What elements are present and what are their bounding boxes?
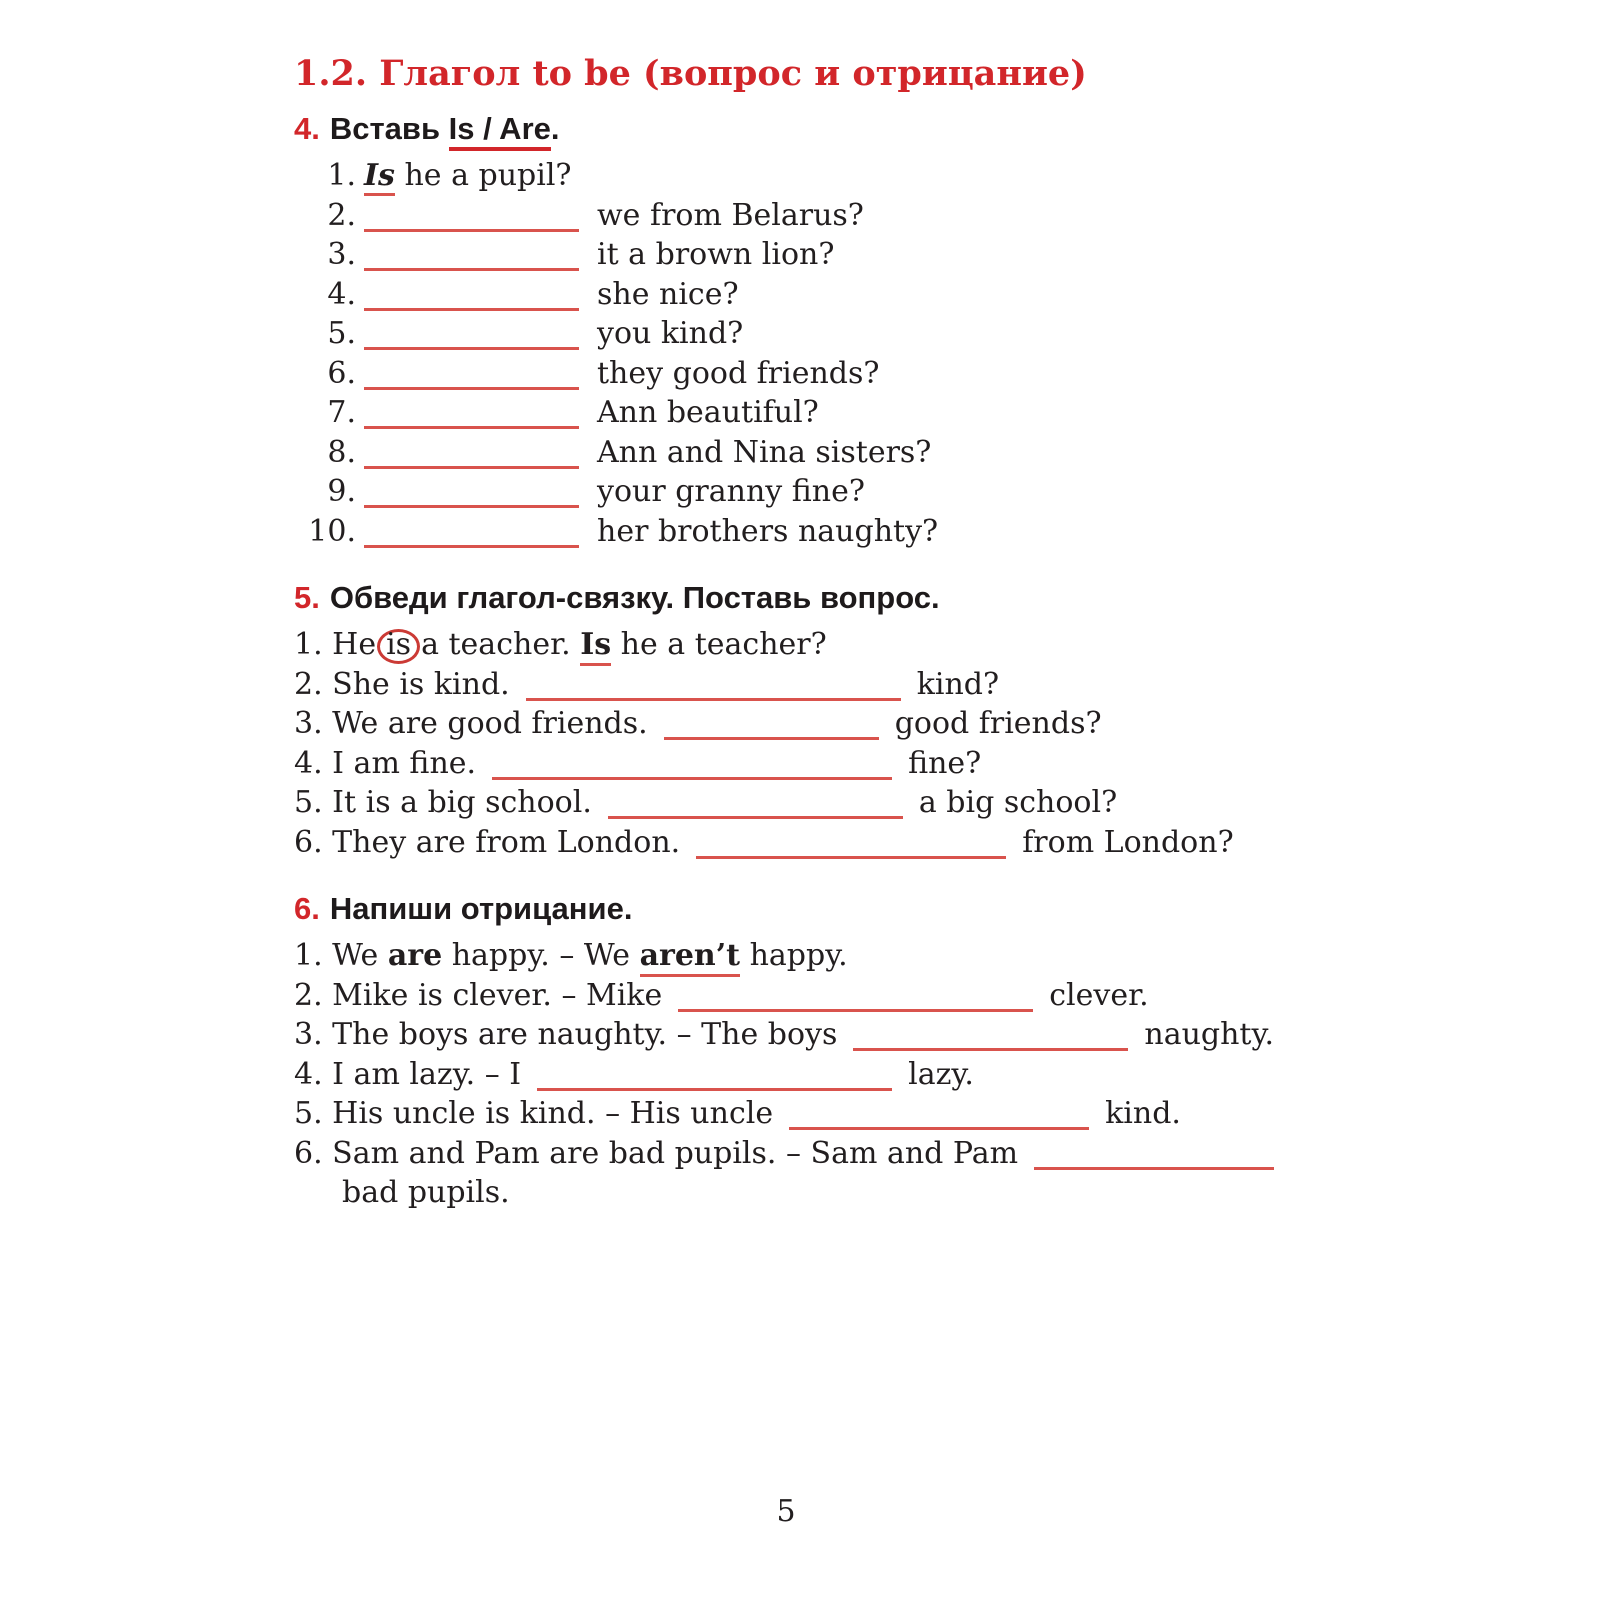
ex5-item-6 bbox=[294, 823, 1600, 863]
bold-verb: are bbox=[387, 938, 443, 973]
item-number: 5. bbox=[294, 1096, 323, 1131]
ex4-item-3 bbox=[294, 235, 1600, 275]
circled-verb: is bbox=[377, 629, 420, 664]
ex6-item-1 bbox=[294, 936, 1600, 976]
ex4-item-2 bbox=[294, 196, 1600, 236]
exercise-4-instruction-pre: Вставь bbox=[329, 111, 449, 146]
answer-blank bbox=[364, 284, 579, 311]
exercise-6-number: 6. bbox=[294, 891, 320, 926]
ex4-item-10 bbox=[294, 512, 1600, 552]
ex6-item-4 bbox=[294, 1055, 1600, 1095]
item-number: 4. bbox=[294, 1056, 323, 1092]
item-statement: I am fine. bbox=[332, 745, 477, 781]
item-statement: We are good friends. bbox=[332, 706, 648, 741]
exercise-4 bbox=[294, 108, 1600, 551]
answer-blank bbox=[537, 1064, 892, 1091]
answer-blank bbox=[664, 713, 879, 740]
ex4-item-8 bbox=[294, 433, 1600, 473]
item-number: 2. bbox=[294, 977, 323, 1013]
answer-blank bbox=[364, 205, 579, 232]
exercise-5 bbox=[294, 577, 1600, 862]
item-text: you kind? bbox=[597, 316, 744, 351]
item-statement: The boys are naughty. – The boys bbox=[332, 1017, 838, 1052]
item-text: she nice? bbox=[597, 276, 739, 312]
item-statement: I am lazy. – I bbox=[332, 1056, 522, 1092]
exercise-6-heading bbox=[294, 888, 1600, 930]
exercise-5-heading bbox=[294, 577, 1600, 619]
item-text: Ann and Nina sisters? bbox=[597, 434, 932, 470]
item-number: 5. bbox=[294, 785, 323, 820]
exercise-5-number: 5. bbox=[294, 580, 320, 615]
page-number: 5 bbox=[776, 1494, 796, 1529]
answer-blank bbox=[789, 1103, 1089, 1130]
ex5-item-3 bbox=[294, 704, 1600, 744]
ex4-item-7 bbox=[294, 393, 1600, 433]
answer-blank bbox=[853, 1024, 1128, 1051]
item-statement: Sam and Pam are bad pupils. – Sam and Pam bbox=[332, 1135, 1019, 1171]
item-text-post: he a teacher? bbox=[611, 627, 827, 662]
answer-blank bbox=[364, 481, 579, 508]
item-text-pre: He bbox=[322, 627, 377, 662]
item-number: 8. bbox=[327, 434, 356, 470]
item-number: 6. bbox=[294, 824, 323, 860]
ex5-item-1 bbox=[294, 625, 1600, 665]
item-tail: kind? bbox=[916, 666, 1000, 702]
item-text: Ann beautiful? bbox=[597, 395, 819, 430]
ex6-item-6 bbox=[294, 1134, 1600, 1174]
answer-blank bbox=[678, 985, 1033, 1012]
item-number: 7. bbox=[327, 395, 356, 430]
item-number: 6. bbox=[294, 1135, 323, 1171]
item-text-mid: a teacher. bbox=[421, 627, 581, 662]
answer-blank bbox=[526, 674, 901, 701]
answer-blank bbox=[364, 323, 579, 350]
item-text-wrap: bad pupils. bbox=[342, 1175, 510, 1210]
item-tail: a big school? bbox=[918, 785, 1118, 820]
item-text: it a brown lion? bbox=[597, 237, 835, 272]
item-number: 2. bbox=[294, 666, 323, 702]
answer-blank bbox=[696, 832, 1006, 859]
item-text: we from Belarus? bbox=[597, 197, 864, 233]
sample-answer: aren’t bbox=[640, 938, 740, 977]
item-number: 6. bbox=[327, 355, 356, 391]
answer-blank bbox=[364, 244, 579, 271]
item-tail: kind. bbox=[1105, 1096, 1181, 1131]
item-number: 5. bbox=[327, 316, 356, 351]
item-statement: Mike is clever. – Mike bbox=[332, 977, 663, 1013]
exercise-4-number: 4. bbox=[294, 111, 320, 146]
item-text: your granny fine? bbox=[597, 474, 865, 509]
ex4-item-4 bbox=[294, 275, 1600, 315]
exercise-4-list bbox=[294, 156, 1600, 551]
item-text-mid: happy. – We bbox=[442, 938, 640, 973]
answer-blank bbox=[608, 792, 903, 819]
exercise-5-instruction: Обведи глагол-связку. Поставь вопрос. bbox=[329, 580, 940, 615]
item-tail: from London? bbox=[1022, 824, 1234, 860]
item-number: 1. bbox=[327, 158, 356, 193]
item-number: 1. bbox=[294, 627, 323, 662]
item-text: her brothers naughty? bbox=[597, 513, 939, 549]
answer-blank bbox=[1034, 1143, 1274, 1170]
section-title: 1.2. Глагол to be (вопрос и отрицание) bbox=[294, 53, 1087, 94]
item-tail: lazy. bbox=[908, 1056, 974, 1092]
item-number: 3. bbox=[327, 237, 356, 272]
ex6-item-3 bbox=[294, 1015, 1600, 1055]
exercise-6 bbox=[294, 888, 1600, 1213]
item-statement: She is kind. bbox=[332, 666, 510, 702]
item-number: 9. bbox=[327, 474, 356, 509]
answer-blank bbox=[492, 753, 892, 780]
item-text: they good friends? bbox=[597, 355, 880, 391]
answer-blank bbox=[364, 363, 579, 390]
exercise-4-instruction-underlined: Is / Are bbox=[449, 111, 551, 151]
item-tail: clever. bbox=[1049, 977, 1149, 1013]
item-text-post: happy. bbox=[740, 938, 848, 973]
ex4-item-9 bbox=[294, 472, 1600, 512]
item-tail: fine? bbox=[908, 745, 982, 781]
ex4-item-6 bbox=[294, 354, 1600, 394]
item-statement: They are from London. bbox=[332, 824, 681, 860]
item-number: 4. bbox=[294, 745, 323, 781]
item-text-pre: We bbox=[322, 938, 388, 973]
item-number: 4. bbox=[327, 276, 356, 312]
answer-blank bbox=[364, 402, 579, 429]
item-statement: His uncle is kind. – His uncle bbox=[332, 1096, 774, 1131]
ex6-item-5 bbox=[294, 1094, 1600, 1134]
answer-blank bbox=[364, 442, 579, 469]
item-number: 3. bbox=[294, 1017, 323, 1052]
exercise-4-heading bbox=[294, 108, 1600, 150]
sample-answer: Is bbox=[580, 627, 611, 666]
sample-answer: Is bbox=[364, 158, 395, 196]
item-number: 2. bbox=[327, 197, 356, 233]
ex5-item-5 bbox=[294, 783, 1600, 823]
answer-blank bbox=[364, 521, 579, 548]
ex4-item-1 bbox=[294, 156, 1600, 196]
item-tail: naughty. bbox=[1144, 1017, 1274, 1052]
item-number: 3. bbox=[294, 706, 323, 741]
exercise-6-instruction: Напиши отрицание. bbox=[329, 891, 633, 926]
item-statement: It is a big school. bbox=[332, 785, 592, 820]
item-number: 1. bbox=[294, 938, 323, 973]
item-tail: good friends? bbox=[894, 706, 1102, 741]
ex4-item-5 bbox=[294, 314, 1600, 354]
ex6-item-2 bbox=[294, 976, 1600, 1016]
exercise-4-instruction-post: . bbox=[550, 111, 560, 146]
item-text: he a pupil? bbox=[394, 158, 572, 193]
ex6-item-6-continuation bbox=[294, 1173, 1600, 1213]
ex5-item-4 bbox=[294, 744, 1600, 784]
item-number: 10. bbox=[308, 513, 356, 549]
ex5-item-2 bbox=[294, 665, 1600, 705]
